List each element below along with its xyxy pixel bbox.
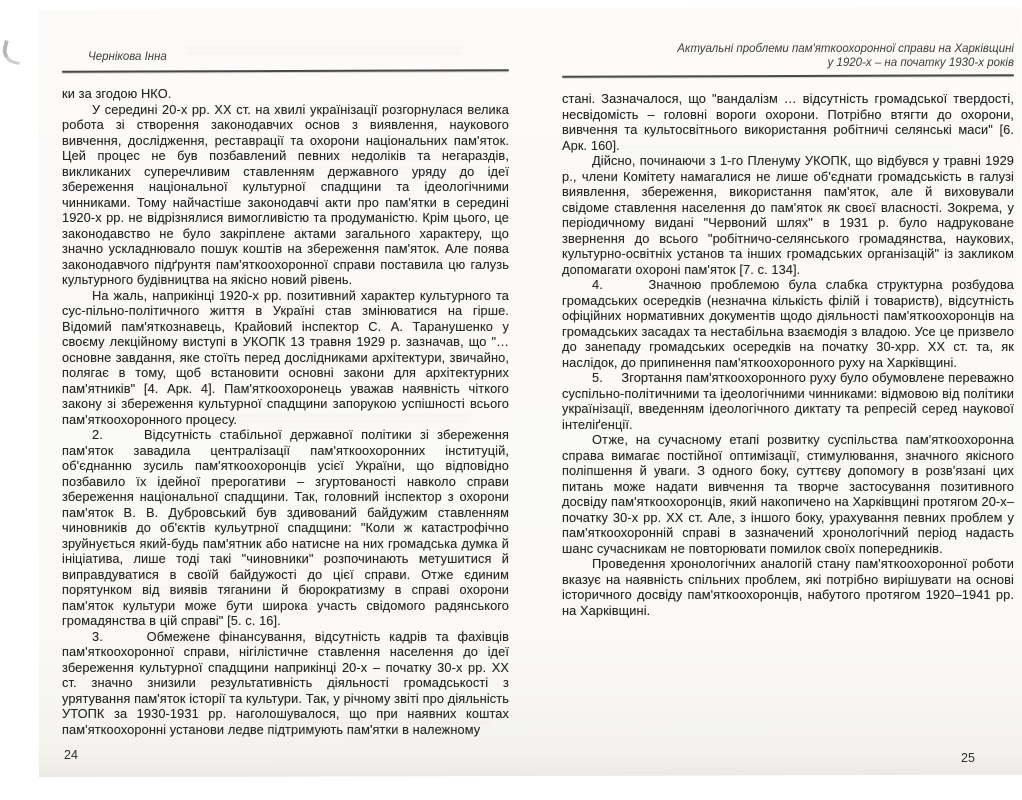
page-right — [562, 42, 1014, 618]
paragraph: На жаль, наприкінці 1920-х рр. позитивний характер культурного та сус-пільно-політичного життя в Україні став змінюватися на гірше. Відомий пам'яткознавець, Крайовий інспектор С. А. Таранушенко у своєму лекційному виступі в УКОПК 13 травня 1929 р. зазначав, що "… основне завдання, яке стоїть перед дослідниками архітектури, звичайно, полягає в тому, щоб встановити основні закони для архітектурних пам'ятників" [4. Арк. 4]. Пам'яткоохоронець уважав наявність чіткого закону зі збереження культурної спадщини запорукою успішності всього пам'яткоохоронного процесу. — [62, 287, 509, 427]
paragraph: 4. Значною проблемою була слабка структурна розбудова громадських осередків (незначна кількість філій і товариств), відсутність офіційних нормативних документів щодо діяльності пам'яткоохоронців на громадських засадах та нестабільна взаємодія з владою. Усе це призвело до занепаду громадських осередків на початку 30-хрр. ХХ ст. та, як наслідок, до припинення пам'яткоохоронного руху на Харківщині. — [562, 277, 1014, 370]
paragraph: Отже, на сучасному етапі розвитку суспільства пам'яткоохоронна справа вимагає постійної оптимізації, стимулювання, значного якісного поліпшення й уваги. З одного боку, суттєву допомогу в розв'язані цих питань може надати вивчення та творче застосування позитивного досвіду пам'яткоохоронців, який накопичено на Харківщині протягом 20-х–початку 30-х рр. ХХ ст. Але, з іншого боку, урахування певних проблем у пам'яткоохоронній справі в зазначений хронологічний період надасть шанс сучасникам не повторювати помилок своїх попередників. — [562, 432, 1014, 556]
paragraph: 5. Згортання пам'яткоохоронного руху було обумовлене переважно суспільно-політичними та ідеологічними чинниками: відмовою від політики українізації, введенням ідеологічного диктату та репресій серед наукової інтеліґенції. — [562, 370, 1014, 432]
paragraph: У середині 20-х рр. ХХ ст. на хвилі українізації розгорнулася велика робота зі створення законодавчих основ з виявлення, наукового вивчення, дослідження, реставрації та охорони національних пам'яток. Цей процес не був позбавлений певних недоліків та негараздів, викликаних суперечливим ставленням державного уряду до ідеї збереження національної культурної спадщини та ідеологічними чинниками. Тому найчастіше законодавчі акти про пам'ятки в середині 1920-х рр. не відрізнялися вимогливістю та продуманістю. Крім цього, це законодавство не було закріплене актами загального характеру, що значно ускладнювало пошук коштів на збереження пам'яток. Але поява законодавчого підґрунтя пам'яткоохоронної справи поставила цю галузь культурного будівництва на якісно новий рівень. — [62, 101, 509, 287]
running-header-title — [562, 42, 1014, 70]
header-rule — [62, 69, 509, 73]
page-number-right: 25 — [961, 751, 975, 765]
running-header-author: Чернікова Інна — [88, 51, 167, 63]
paragraph: 3. Обмежене фінансування, відсутність кадрів та фахівців пам'яткоохоронної справи, нігілістичне ставлення населення до ідеї збереження культурної спадщини наприкінці 20-х – початку 30-х рр. ХХ ст. значно знизили результативність діяльності громадськості з урятування пам'яток історії та культури. Так, у річному звіті про діяльність УТОПК за 1930-1931 рр. наголошувалося, що при наявних коштах пам'яткоохоронні установи ледве підтримують пам'ятки в належному — [62, 628, 509, 737]
paragraph: стані. Зазначалося, що "вандалізм … відсутність громадської твердості, несвідомість – головні вороги охорони. Потрібно втягти до охорони, вивчення та культосвітнього використання робітничі селянські маси" [6. Арк. 160]. — [562, 91, 1014, 153]
paragraph: Проведення хронологічних аналогій стану пам'яткоохоронної роботи вказує на наявність спільних проблем, які потрібно вирішувати на основі історичного досвіду пам'яткоохоронців, набутого протягом 1920–1941 рр. на Харківщині. — [562, 556, 1014, 618]
running-header-title-line1: Актуальні проблеми пам'яткоохоронної справи на Харківщині — [677, 43, 1014, 55]
running-header-title-line2: у 1920-х – на початку 1930-х років — [827, 57, 1014, 69]
paragraph: 2. Відсутність стабільної державної політики зі збереження пам'яток завадила централізації пам'яткоохоронних інституцій, об'єднанню зусиль пам'яткоохоронців усієї України, що відповідно позбавило їх ідейної прерогативи – згуртованості навколо справи збереження національної спадщини. Так, головний інспектор з охорони пам'яток В. В. Дубровський був здивований байдужим ставленням чиновників до об'єктів кульутрної спадщини: "Коли ж катастрофічно зруйнується який-будь пам'ятник або натисне на них громадська думка й ініціатива, лише тоді такі "чиновники" розпочинають метушитися й виправдуватися в своїй байдужості до цієї справи. Отже єдиним порятунком від виявів тяганини й бюрократизму в справі охорони пам'яток культури може бути широка участь свідомого радянського громадянства в цій справі" [5. с. 16]. — [62, 427, 509, 628]
page-body — [562, 91, 1014, 618]
paragraph: ки за згодою НКО. — [62, 86, 172, 101]
page-body — [62, 86, 509, 737]
page-number-left: 24 — [64, 748, 78, 762]
header-rule — [562, 74, 1014, 78]
page-curl-artifact — [0, 40, 24, 65]
page-left — [62, 50, 509, 737]
paragraph: Дійсно, починаючи з 1-го Пленуму УКОПК, що відбувся у травні 1929 р., члени Комітету намагалися не лише об'єднати громадськість в галузі виявлення, збереження, використання пам'яток, але й виховували свідоме ставлення населення до пам'яток як своєї власності. Зокрема, у періодичному видані "Червоний шлях" в 1931 р. було надруковане звернення до всього "робітничо-селянського громадянства, наукових, культурно-освітніх установ та інших громадських організацій" із закликом допомагати охороні пам'яток [7. с. 134]. — [562, 153, 1014, 277]
